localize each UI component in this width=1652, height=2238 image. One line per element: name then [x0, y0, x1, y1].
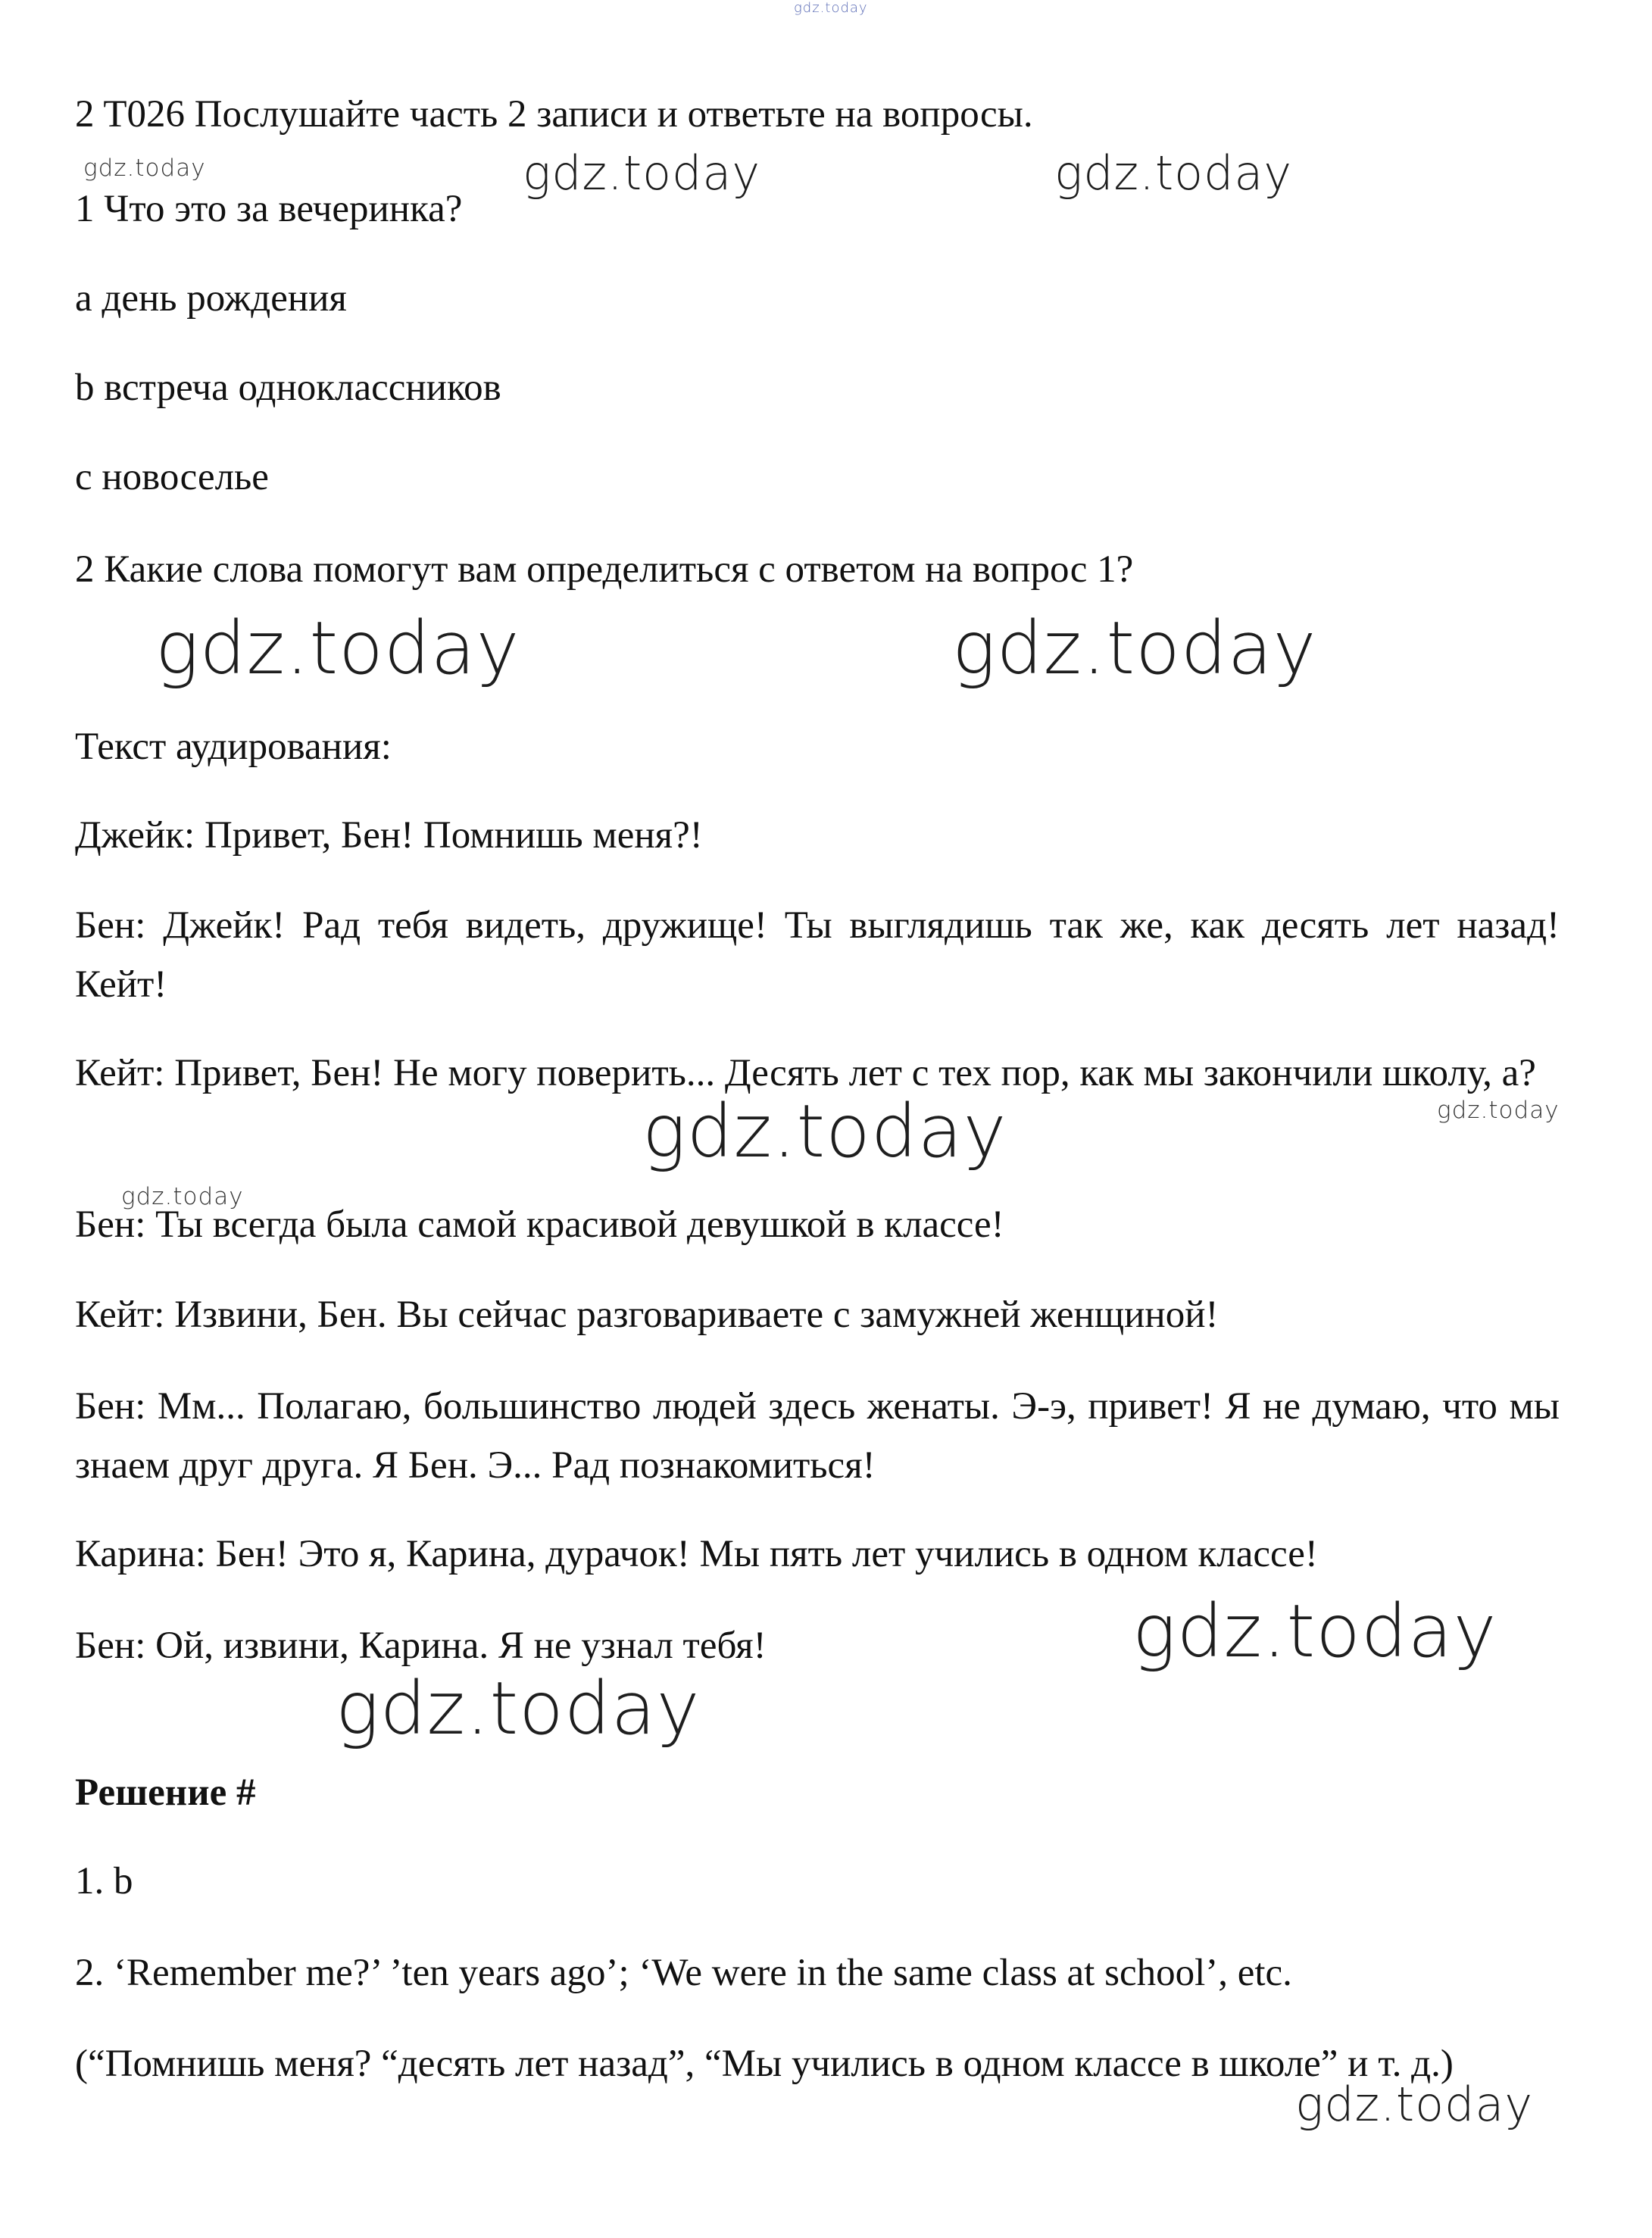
watermark-large-4: gdz.today	[1132, 1589, 1497, 1674]
dialogue-line-1: Джейк: Привет, Бен! Помнишь меня?!	[75, 814, 703, 857]
option-c: c новоселье	[75, 456, 269, 498]
dialogue-line-8: Бен: Ой, извини, Карина. Я не узнал тебя!	[75, 1625, 767, 1667]
transcript-heading: Текст аудирования:	[75, 726, 392, 768]
dialogue-line-6: Бен: Мм... Полагаю, большинство людей здесь женаты. Э-э, привет! Я не думаю, что мы знаем друг друга. Я Бен. Э... Рад познакомиться!	[75, 1385, 1560, 1487]
watermark-medium-2: gdz.today	[1054, 145, 1293, 201]
answer-1: 1. b	[75, 1860, 133, 1902]
dialogue-line-4: Бен: Ты всегда была самой красивой девушкой в классе!	[75, 1203, 1004, 1246]
answer-2-translation: (“Помнишь меня? “десять лет назад”, “Мы учились в одном классе в школе” и т. д.)	[75, 2043, 1454, 2085]
task-title: 2 T026 Послушайте часть 2 записи и ответьте на вопросы.	[75, 93, 1033, 136]
watermark-large-2: gdz.today	[952, 606, 1317, 691]
dialogue-line-7: Карина: Бен! Это я, Карина, дурачок! Мы пять лет учились в одном классе!	[75, 1533, 1318, 1575]
watermark-small-3: gdz.today	[121, 1183, 244, 1210]
watermark-small-2: gdz.today	[1437, 1097, 1560, 1124]
answer-2: 2. ‘Remember me?’ ’ten years ago’; ‘We were in the same class at school’, etc.	[75, 1952, 1292, 1994]
watermark-large-1: gdz.today	[155, 606, 520, 691]
watermark-medium-1: gdz.today	[523, 145, 761, 201]
question-2: 2 Какие слова помогут вам определиться с ответом на вопрос 1?	[75, 548, 1134, 591]
option-a: a день рождения	[75, 277, 347, 320]
dialogue-line-2: Бен: Джейк! Рад тебя видеть, дружище! Ты выглядишь так же, как десять лет назад! Кейт!	[75, 904, 1560, 1006]
watermark-large-5: gdz.today	[336, 1666, 701, 1751]
watermark-small-1: gdz.today	[83, 155, 206, 182]
question-1: 1 Что это за вечеринка?	[75, 188, 463, 230]
watermark-medium-3: gdz.today	[1295, 2077, 1534, 2132]
watermark-large-3: gdz.today	[642, 1089, 1007, 1174]
option-b: b встреча одноклассников	[75, 367, 501, 409]
watermark-top: gdz.today	[794, 0, 868, 16]
solution-heading: Решение #	[75, 1771, 256, 1814]
dialogue-line-5: Кейт: Извини, Бен. Вы сейчас разговариваете с замужней женщиной!	[75, 1294, 1219, 1336]
dialogue-line-3: Кейт: Привет, Бен! Не могу поверить... Десять лет с тех пор, как мы закончили школу, а?	[75, 1052, 1536, 1094]
